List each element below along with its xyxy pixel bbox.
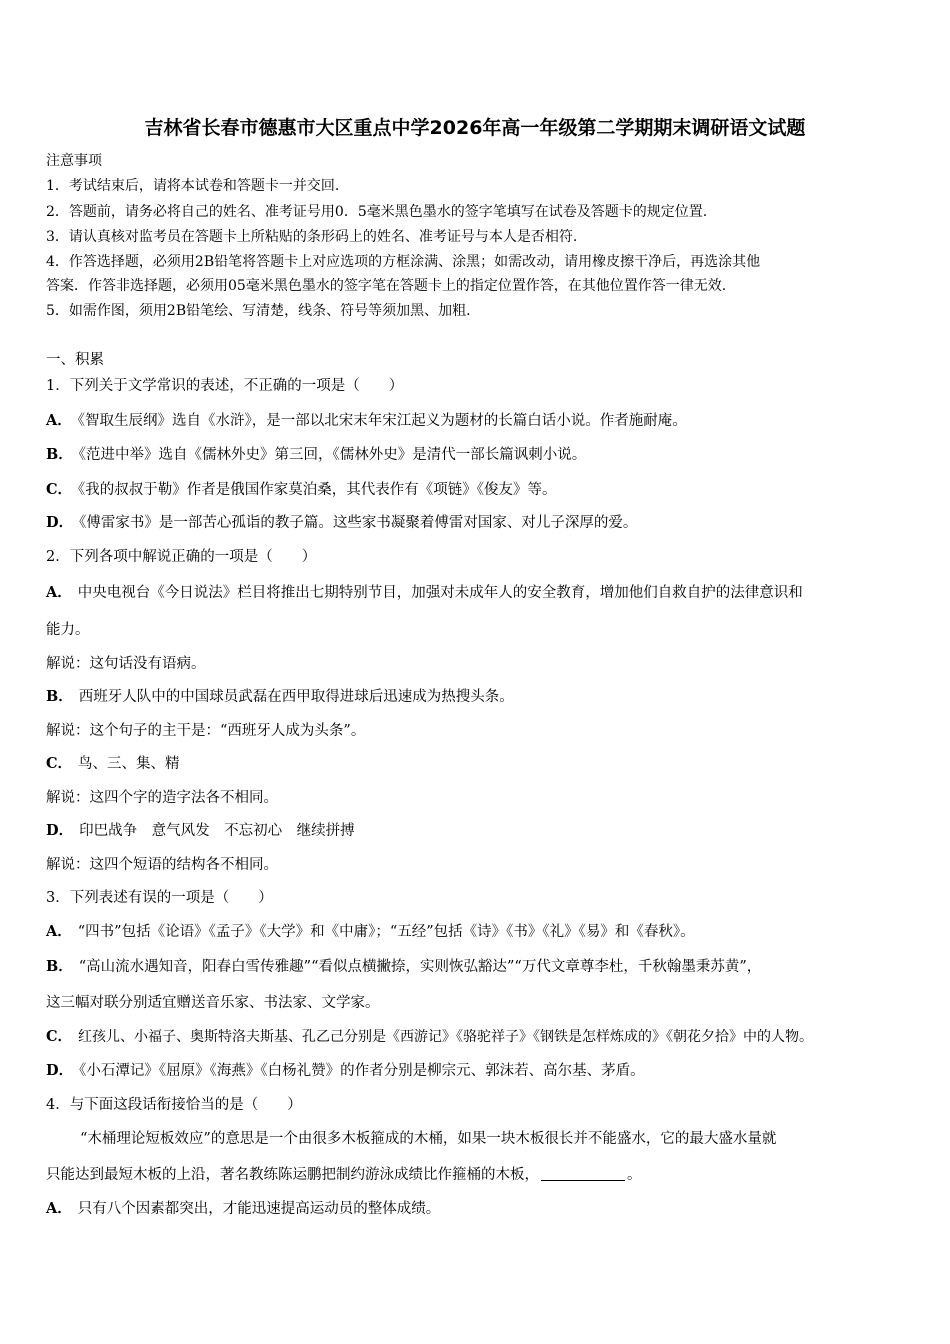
option-text: “高山流水遇知音，阳春白雪传雅趣”“看似点横撇捺，实则恢弘豁达”“万代文章尊李杜，千秋翰墨秉苏黄”， xyxy=(78,959,762,975)
option-label: D． xyxy=(46,514,74,531)
q1-option-c xyxy=(46,480,557,500)
option-label: C． xyxy=(46,481,73,498)
q1-option-a xyxy=(46,411,687,431)
q2-option-b xyxy=(46,687,514,707)
option-label: A． xyxy=(46,1200,72,1217)
option-text: 《范进中举》选自《儒林外史》第三回，《儒林外史》是清代一部长篇讽刺小说。 xyxy=(78,447,587,463)
q1-option-d xyxy=(46,513,637,533)
option-text: 《智取生辰纲》选自《水浒》，是一部以北宋末年宋江起义为题材的长篇白话小说。作者施耐庵。 xyxy=(77,413,687,429)
option-label: A． xyxy=(46,923,72,940)
q2-option-b-explanation: 解说：这个句子的主干是：“西班牙人成为头条”。 xyxy=(46,723,366,739)
q2-option-a-explanation: 解说：这句话没有语病。 xyxy=(46,656,206,672)
q4-paragraph-line-2 xyxy=(46,1165,642,1185)
option-text: 西班牙人队中的中国球员武磊在西甲取得进球后迅速成为热搜头条。 xyxy=(78,689,514,705)
option-label: A． xyxy=(46,412,72,429)
notice-item-4: 4．作答选择题，必须用2B铅笔将答题卡上对应选项的方框涂满、涂黑；如需改动，请用橡皮擦干净后，再选涂其他 xyxy=(46,254,761,270)
fill-blank xyxy=(541,1166,625,1181)
q2-option-c xyxy=(46,754,180,774)
option-text: 中央电视台《今日说法》栏目将推出七期特别节目，加强对未成年人的安全教育，增加他们自救自护的法律意识和 xyxy=(77,585,803,601)
notice-item-4-cont: 答案．作答非选择题，必须用05毫米黑色墨水的签字笔在答题卡上的指定位置作答，在其他位置作答一律无效. xyxy=(46,278,727,294)
q4-paragraph-line-1: “木桶理论短板效应”的意思是一个由很多木板箍成的木桶，如果一块木板很长并不能盛水，它的最大盛水量就 xyxy=(80,1131,777,1147)
option-text: 《我的叔叔于勒》作者是俄国作家莫泊桑，其代表作有《项链》《俊友》等。 xyxy=(78,482,557,498)
option-text: “四书”包括《论语》《孟子》《大学》和《中庸》；“五经”包括《诗》《书》《礼》《易》和《春秋》。 xyxy=(77,924,695,940)
notice-item-1: 1．考试结束后，请将本试卷和答题卡一并交回. xyxy=(46,178,340,194)
q3-option-a xyxy=(46,922,695,942)
q2-option-a-cont: 能力。 xyxy=(46,622,90,638)
q2-option-d xyxy=(46,821,355,841)
option-label: D． xyxy=(46,1062,74,1079)
notice-item-2: 2．答题前，请务必将自己的姓名、准考证号用0．5毫米黑色墨水的签字笔填写在试卷及答题卡的规定位置. xyxy=(46,204,708,220)
q3-option-d xyxy=(46,1061,645,1081)
q3-option-b xyxy=(46,957,761,977)
q3-option-c xyxy=(46,1027,813,1047)
section-heading: 一、积累 xyxy=(46,352,104,368)
q2-option-a xyxy=(46,583,803,603)
q2-stem: 2．下列各项中解说正确的一项是（ ） xyxy=(46,549,317,565)
q4-option-a xyxy=(46,1199,440,1219)
q2-option-c-explanation: 解说：这四个字的造字法各不相同。 xyxy=(46,790,278,806)
notice-item-5: 5．如需作图，须用2B铅笔绘、写清楚，线条、符号等须加黑、加粗. xyxy=(46,303,471,319)
q1-option-b xyxy=(46,445,586,465)
option-label: B． xyxy=(46,958,73,975)
option-text: 红孩儿、小福子、奥斯特洛夫斯基、孔乙己分别是《西游记》《骆驼祥子》《钢铁是怎样炼成的》《朝花夕拾》中的人物。 xyxy=(78,1029,814,1045)
notice-heading: 注意事项 xyxy=(46,153,102,169)
option-label: C． xyxy=(46,1028,73,1045)
option-text: 《小石潭记》《屈原》《海燕》《白杨礼赞》的作者分别是柳宗元、郭沫若、高尔基、茅盾。 xyxy=(79,1063,645,1079)
page-title: 吉林省长春市德惠市大区重点中学2026年高一年级第二学期期末调研语文试题 xyxy=(144,117,806,139)
q4-stem: 4．与下面这段话衔接恰当的是（ ） xyxy=(46,1097,302,1113)
notice-item-3: 3．请认真核对监考员在答题卡上所粘贴的条形码上的姓名、准考证号与本人是否相符. xyxy=(46,229,578,245)
option-label: D． xyxy=(46,822,74,839)
paragraph-end: 。 xyxy=(627,1167,642,1183)
option-label: B． xyxy=(46,688,73,705)
option-text: 只有八个因素都突出，才能迅速提高运动员的整体成绩。 xyxy=(77,1201,441,1217)
q3-option-b-cont: 这三幅对联分别适宜赠送音乐家、书法家、文学家。 xyxy=(46,995,380,1011)
paragraph-text: 只能达到最短木板的上沿，著名教练陈运鹏把制约游泳成绩比作箍桶的木板， xyxy=(46,1167,539,1183)
option-text: 印巴战争 意气风发 不忘初心 继续拼搏 xyxy=(79,823,355,839)
q1-stem: 1．下列关于文学常识的表述，不正确的一项是（ ） xyxy=(46,378,404,394)
q2-option-d-explanation: 解说：这四个短语的结构各不相同。 xyxy=(46,857,278,873)
option-text: 鸟、三、集、精 xyxy=(78,756,180,772)
option-label: A． xyxy=(46,584,72,601)
option-label: B． xyxy=(46,446,73,463)
q3-stem: 3．下列表述有误的一项是（ ） xyxy=(46,890,273,906)
option-label: C． xyxy=(46,755,73,772)
option-text: 《傅雷家书》是一部苦心孤诣的教子篇。这些家书凝聚着傅雷对国家、对儿子深厚的爱。 xyxy=(79,515,638,531)
